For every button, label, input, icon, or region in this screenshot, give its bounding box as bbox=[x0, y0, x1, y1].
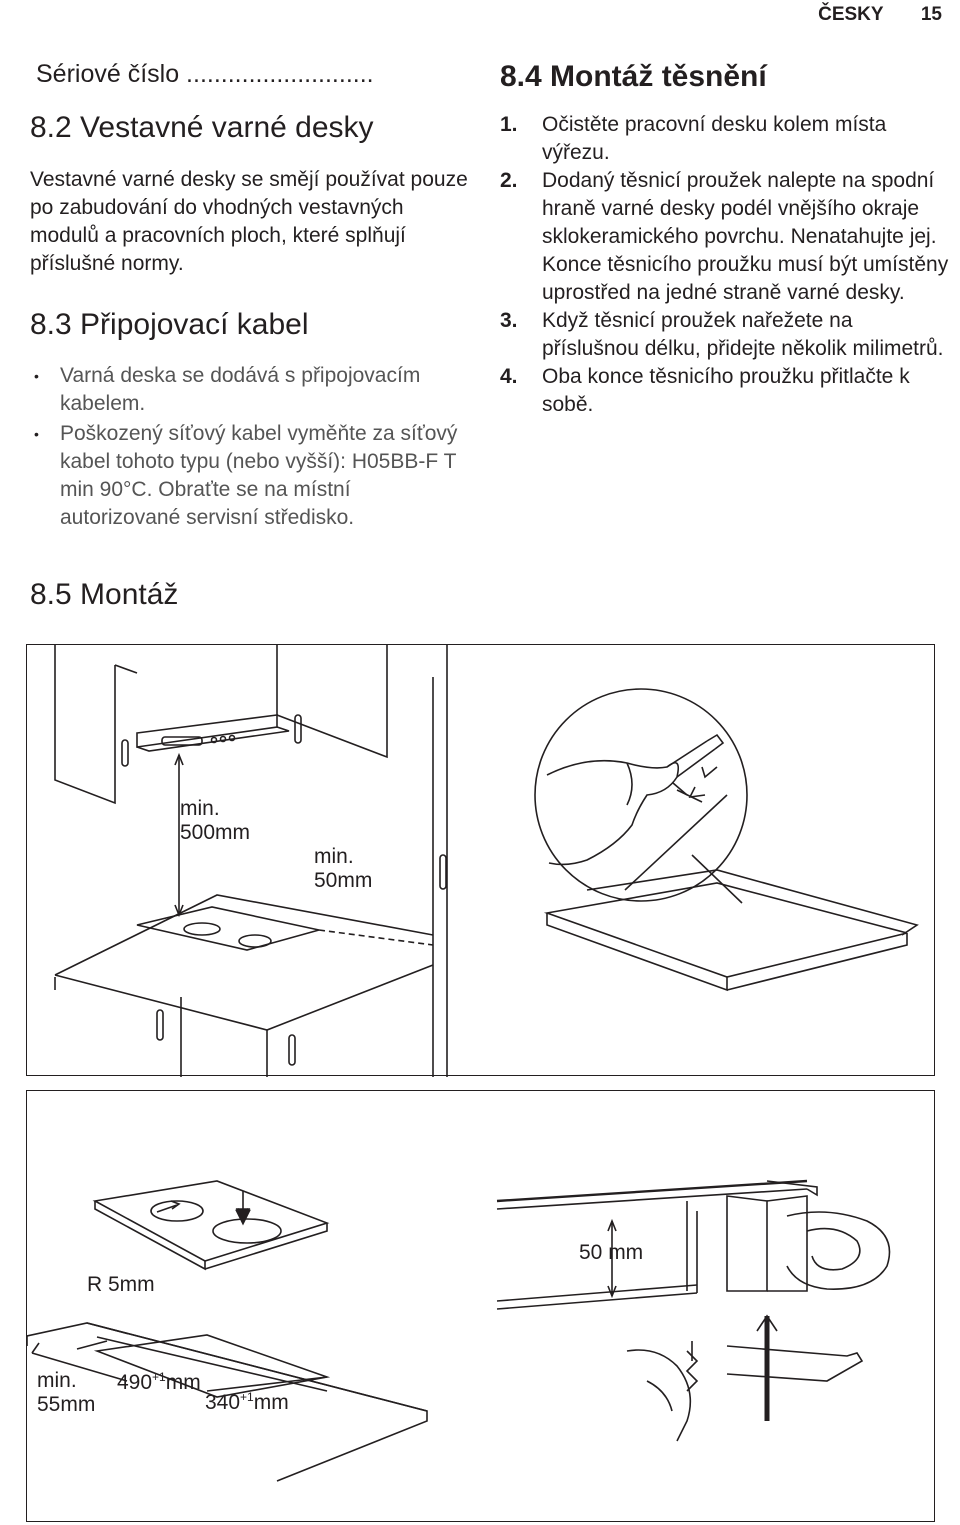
step-item bbox=[500, 167, 955, 307]
section-8-3-title: 8.3 Připojovací kabel bbox=[30, 307, 309, 341]
step-text: Dodaný těsnicí proužek nalepte na spodní hraně varné desky podél vnějšího okraje sklokeramického povrchu. Nenatahujte jej. Konce těsnicího proužku musí být umístěny uprostřed na jedné straně varné desky. bbox=[542, 168, 949, 304]
depth-340-value: 340 bbox=[205, 1391, 241, 1414]
step-text: Oba konce těsnicího proužku přitlačte k sobě. bbox=[542, 364, 910, 416]
left-column bbox=[30, 60, 470, 534]
page-header bbox=[818, 4, 942, 26]
serial-number-line: Sériové číslo ........................... bbox=[36, 60, 374, 88]
step-number: 1. bbox=[500, 112, 518, 136]
clearance-50mm-label: 50 mm bbox=[579, 1241, 644, 1264]
width-490-label bbox=[117, 1341, 201, 1395]
section-8-3-bullets bbox=[30, 362, 470, 532]
step-number: 3. bbox=[500, 308, 518, 332]
unit-490: mm bbox=[165, 1371, 201, 1394]
min-500mm-label: min. 500mm bbox=[180, 797, 251, 844]
right-column bbox=[500, 60, 955, 419]
unit-340: mm bbox=[253, 1391, 289, 1414]
step-number: 2. bbox=[500, 168, 518, 192]
step-item bbox=[500, 363, 955, 419]
clearance-illustration bbox=[27, 645, 936, 1077]
section-8-4-title: 8.4 Montáž těsnění bbox=[500, 60, 767, 93]
section-8-5-title: 8.5 Montáž bbox=[30, 578, 179, 611]
cutout-dimension-figure bbox=[26, 1090, 935, 1522]
r5mm-label: R 5mm bbox=[87, 1273, 155, 1296]
min-50mm-label: min. 50mm bbox=[314, 845, 373, 892]
section-8-2-body: Vestavné varné desky se smějí používat pouze po zabudování do vhodných vestavných modulů a pracovních ploch, které splňují příslušné normy. bbox=[30, 167, 468, 275]
tolerance-340: +1 bbox=[240, 1390, 254, 1404]
depth-340-label bbox=[205, 1361, 289, 1415]
cutout-illustration bbox=[27, 1091, 936, 1523]
bullet-item: • Varná deska se dodává s připojovacím kabelem. bbox=[30, 362, 470, 418]
width-490-value: 490 bbox=[117, 1371, 153, 1394]
step-item bbox=[500, 307, 955, 363]
min-55mm-label: min. 55mm bbox=[37, 1369, 96, 1416]
tolerance-490: +1 bbox=[152, 1370, 166, 1384]
step-item bbox=[500, 111, 955, 167]
step-text: Když těsnicí proužek nařežete na příslušnou délku, přidejte několik milimetrů. bbox=[542, 308, 944, 360]
section-8-2-title: 8.2 Vestavné varné desky bbox=[30, 111, 374, 144]
step-text: Očistěte pracovní desku kolem místa výřezu. bbox=[542, 112, 887, 164]
installation-clearance-figure bbox=[26, 644, 935, 1076]
step-number: 4. bbox=[500, 364, 518, 388]
section-8-4-steps bbox=[500, 111, 955, 419]
bullet-item: • Poškozený síťový kabel vyměňte za síťový kabel tohoto typu (nebo vyšší): H05BB-F T min 90°C. Obraťte se na místní autorizované servisní středisko. bbox=[30, 420, 470, 532]
page-number: 15 bbox=[920, 4, 942, 25]
language-label: ČESKY bbox=[818, 4, 884, 25]
